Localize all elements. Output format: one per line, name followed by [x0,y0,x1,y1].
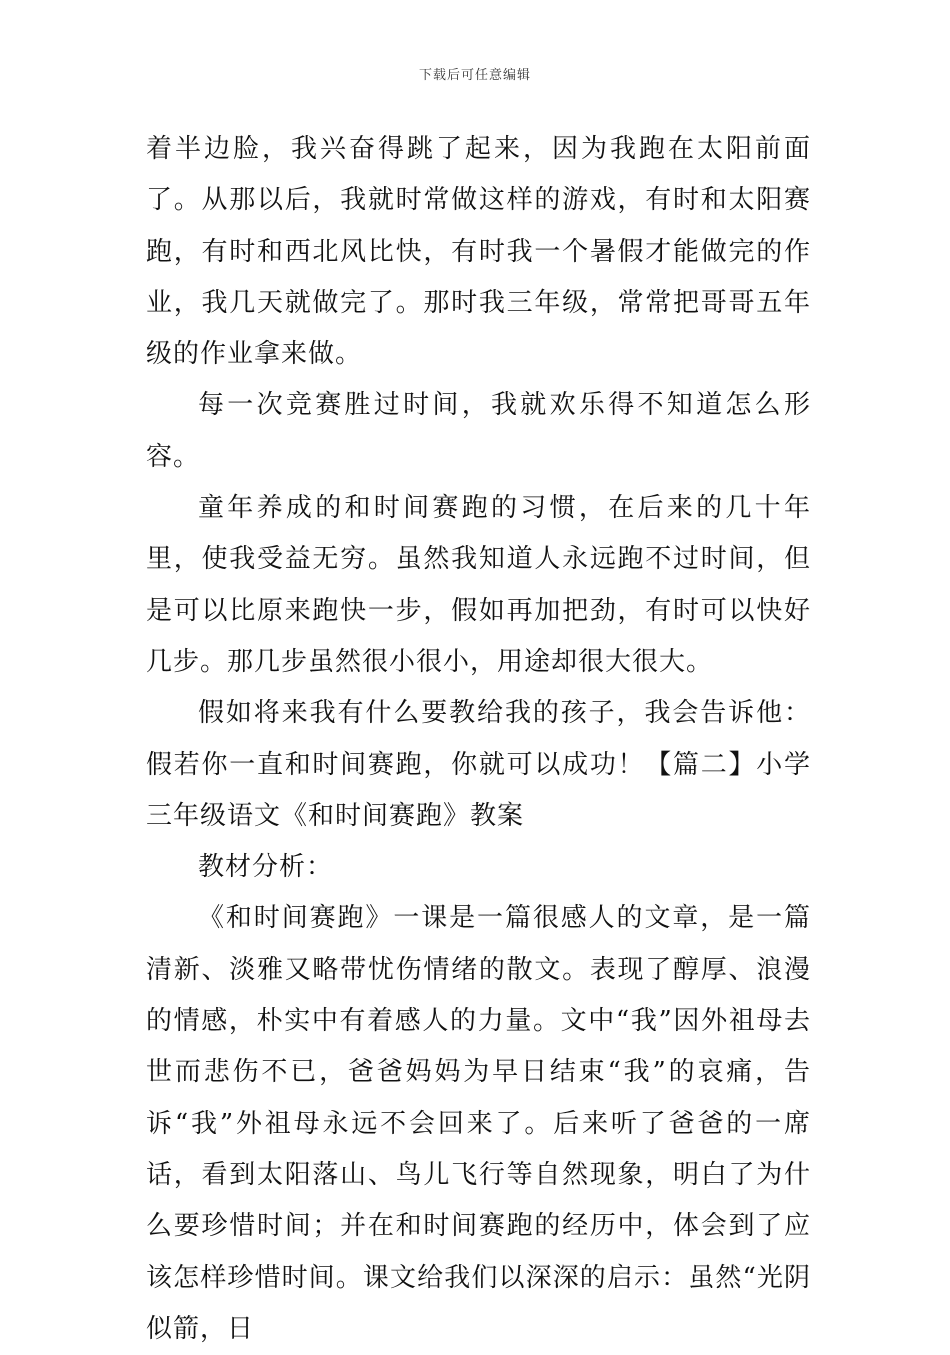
document-body [146,124,811,1355]
header-note: 下载后可任意编辑 [418,68,531,83]
paragraph: 着半边脸，我兴奋得跳了起来，因为我跑在太阳前面了。从那以后，我就时常做这样的游戏，有时和太阳赛跑，有时和西北风比快，有时我一个暑假才能做完的作业，我几天就做完了。那时我三年级，常常把哥哥五年级的作业拿来做。 [146,134,811,370]
paragraph: 每一次竞赛胜过时间，我就欢乐得不知道怎么形容。 [146,390,811,472]
paragraph: 童年养成的和时间赛跑的习惯，在后来的几十年里，使我受益无穷。虽然我知道人永远跑不过时间，但是可以比原来跑快一步，假如再加把劲，有时可以快好几步。那几步虽然很小很小，用途却很大很大。 [146,493,811,677]
section-heading: 教材分析： [198,852,334,883]
paragraph: 《和时间赛跑》一课是一篇很感人的文章，是一篇清新、淡雅又略带忧伤情绪的散文。表现了醇厚、浪漫的情感，朴实中有着感人的力量。文中“我”因外祖母去世而悲伤不已，爸爸妈妈为早日结束“我”的哀痛，告诉“我”外祖母永远不会回来了。后来听了爸爸的一席话，看到太阳落山、鸟儿飞行等自然现象，明白了为什么要珍惜时间；并在和时间赛跑的经历中，体会到了应该怎样珍惜时间。课文给我们以深深的启示：虽然“光阴似箭，日 [146,903,811,1344]
paragraph: 假如将来我有什么要教给我的孩子，我会告诉他：假若你一直和时间赛跑，你就可以成功！【篇二】小学三年级语文《和时间赛跑》教案 [146,698,811,831]
